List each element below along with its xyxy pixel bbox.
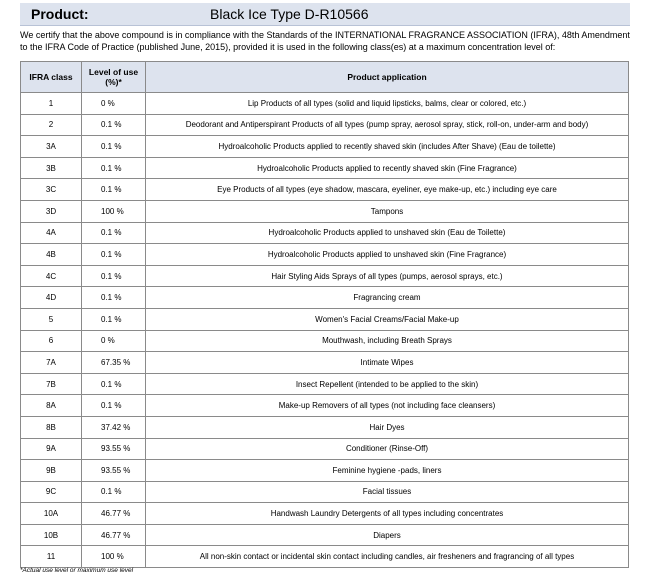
ifra-class-cell: 5 bbox=[21, 308, 82, 330]
header-product-application: Product application bbox=[146, 62, 629, 93]
level-of-use-cell: 0.1 % bbox=[82, 114, 146, 136]
ifra-class-cell: 1 bbox=[21, 93, 82, 115]
product-application-cell: All non-skin contact or incidental skin contact including candles, air fresheners and fragrancing of all types bbox=[146, 546, 629, 568]
product-application-cell: Make-up Removers of all types (not including face cleansers) bbox=[146, 395, 629, 417]
ifra-class-cell: 3B bbox=[21, 157, 82, 179]
level-of-use-cell: 0 % bbox=[82, 93, 146, 115]
ifra-class-cell: 3D bbox=[21, 200, 82, 222]
table-row bbox=[21, 136, 629, 158]
ifra-class-cell: 10B bbox=[21, 524, 82, 546]
product-application-cell: Hydroalcoholic Products applied to recently shaved skin (Fine Fragrance) bbox=[146, 157, 629, 179]
table-row bbox=[21, 244, 629, 266]
header-level-line1: Level of use bbox=[88, 67, 139, 77]
level-of-use-cell: 93.55 % bbox=[82, 438, 146, 460]
level-of-use-cell: 0 % bbox=[82, 330, 146, 352]
ifra-class-cell: 9C bbox=[21, 481, 82, 503]
product-application-cell: Intimate Wipes bbox=[146, 352, 629, 374]
ifra-class-cell: 3C bbox=[21, 179, 82, 201]
product-application-cell: Conditioner (Rinse-Off) bbox=[146, 438, 629, 460]
ifra-class-cell: 7B bbox=[21, 373, 82, 395]
product-application-cell: Diapers bbox=[146, 524, 629, 546]
level-of-use-cell: 93.55 % bbox=[82, 460, 146, 482]
table-row bbox=[21, 373, 629, 395]
table-row bbox=[21, 308, 629, 330]
ifra-class-cell: 3A bbox=[21, 136, 82, 158]
product-application-cell: Eye Products of all types (eye shadow, mascara, eyeliner, eye make-up, etc.) including eye care bbox=[146, 179, 629, 201]
product-application-cell: Hair Styling Aids Sprays of all types (pumps, aerosol sprays, etc.) bbox=[146, 265, 629, 287]
level-of-use-cell: 0.1 % bbox=[82, 395, 146, 417]
table-row bbox=[21, 114, 629, 136]
table-row bbox=[21, 438, 629, 460]
certification-text: We certify that the above compound is in compliance with the Standards of the INTERNATIONAL FRAGRANCE ASSOCIATION (IFRA), 48th Amendment to the IFRA Code of Practice (published June, 2015), provided it is used in the following class(es) at a maximum concentration level of: bbox=[20, 30, 630, 52]
product-application-cell: Women's Facial Creams/Facial Make-up bbox=[146, 308, 629, 330]
table-row bbox=[21, 265, 629, 287]
table-row bbox=[21, 460, 629, 482]
ifra-class-cell: 8B bbox=[21, 416, 82, 438]
product-application-cell: Insect Repellent (intended to be applied to the skin) bbox=[146, 373, 629, 395]
ifra-class-cell: 4D bbox=[21, 287, 82, 309]
table-row bbox=[21, 546, 629, 568]
product-application-cell: Tampons bbox=[146, 200, 629, 222]
table-body bbox=[21, 93, 629, 568]
level-of-use-cell: 37.42 % bbox=[82, 416, 146, 438]
ifra-class-cell: 7A bbox=[21, 352, 82, 374]
level-of-use-cell: 100 % bbox=[82, 546, 146, 568]
header-level-of-use bbox=[82, 62, 146, 93]
level-of-use-cell: 0.1 % bbox=[82, 244, 146, 266]
level-of-use-cell: 0.1 % bbox=[82, 308, 146, 330]
product-application-cell: Mouthwash, including Breath Sprays bbox=[146, 330, 629, 352]
level-of-use-cell: 0.1 % bbox=[82, 136, 146, 158]
level-of-use-cell: 0.1 % bbox=[82, 287, 146, 309]
footnote: *Actual use level or maximum use level bbox=[20, 567, 134, 574]
ifra-class-cell: 6 bbox=[21, 330, 82, 352]
ifra-class-cell: 9B bbox=[21, 460, 82, 482]
ifra-class-cell: 4C bbox=[21, 265, 82, 287]
ifra-class-cell: 11 bbox=[21, 546, 82, 568]
level-of-use-cell: 46.77 % bbox=[82, 503, 146, 525]
table-row bbox=[21, 287, 629, 309]
ifra-table bbox=[20, 61, 629, 568]
table-row bbox=[21, 200, 629, 222]
header-ifra-class: IFRA class bbox=[21, 62, 82, 93]
level-of-use-cell: 0.1 % bbox=[82, 179, 146, 201]
table-row bbox=[21, 222, 629, 244]
table-row bbox=[21, 503, 629, 525]
ifra-class-cell: 4B bbox=[21, 244, 82, 266]
level-of-use-cell: 0.1 % bbox=[82, 373, 146, 395]
table-row bbox=[21, 157, 629, 179]
product-application-cell: Hair Dyes bbox=[146, 416, 629, 438]
level-of-use-cell: 0.1 % bbox=[82, 222, 146, 244]
product-application-cell: Lip Products of all types (solid and liquid lipsticks, balms, clear or colored, etc.) bbox=[146, 93, 629, 115]
level-of-use-cell: 0.1 % bbox=[82, 481, 146, 503]
ifra-class-cell: 9A bbox=[21, 438, 82, 460]
product-application-cell: Handwash Laundry Detergents of all types including concentrates bbox=[146, 503, 629, 525]
product-application-cell: Fragrancing cream bbox=[146, 287, 629, 309]
table-row bbox=[21, 416, 629, 438]
table-row bbox=[21, 524, 629, 546]
product-header bbox=[20, 3, 630, 26]
table-row bbox=[21, 179, 629, 201]
table-row bbox=[21, 330, 629, 352]
ifra-class-cell: 2 bbox=[21, 114, 82, 136]
product-application-cell: Hydroalcoholic Products applied to unshaved skin (Fine Fragrance) bbox=[146, 244, 629, 266]
ifra-class-cell: 10A bbox=[21, 503, 82, 525]
product-application-cell: Hydroalcoholic Products applied to recently shaved skin (includes After Shave) (Eau de toilette) bbox=[146, 136, 629, 158]
ifra-class-cell: 8A bbox=[21, 395, 82, 417]
header-level-line2: (%)* bbox=[105, 77, 122, 87]
table-row bbox=[21, 93, 629, 115]
level-of-use-cell: 0.1 % bbox=[82, 157, 146, 179]
ifra-class-cell: 4A bbox=[21, 222, 82, 244]
product-application-cell: Facial tissues bbox=[146, 481, 629, 503]
product-application-cell: Hydroalcoholic Products applied to unshaved skin (Eau de Toilette) bbox=[146, 222, 629, 244]
product-label: Product: bbox=[31, 6, 89, 22]
level-of-use-cell: 67.35 % bbox=[82, 352, 146, 374]
product-application-cell: Deodorant and Antiperspirant Products of all types (pump spray, aerosol spray, stick, roll-on, under-arm and body) bbox=[146, 114, 629, 136]
table-header-row bbox=[21, 62, 629, 93]
level-of-use-cell: 0.1 % bbox=[82, 265, 146, 287]
table-row bbox=[21, 481, 629, 503]
product-name: Black Ice Type D-R10566 bbox=[210, 6, 369, 22]
table-row bbox=[21, 352, 629, 374]
product-application-cell: Feminine hygiene -pads, liners bbox=[146, 460, 629, 482]
level-of-use-cell: 100 % bbox=[82, 200, 146, 222]
table-row bbox=[21, 395, 629, 417]
level-of-use-cell: 46.77 % bbox=[82, 524, 146, 546]
